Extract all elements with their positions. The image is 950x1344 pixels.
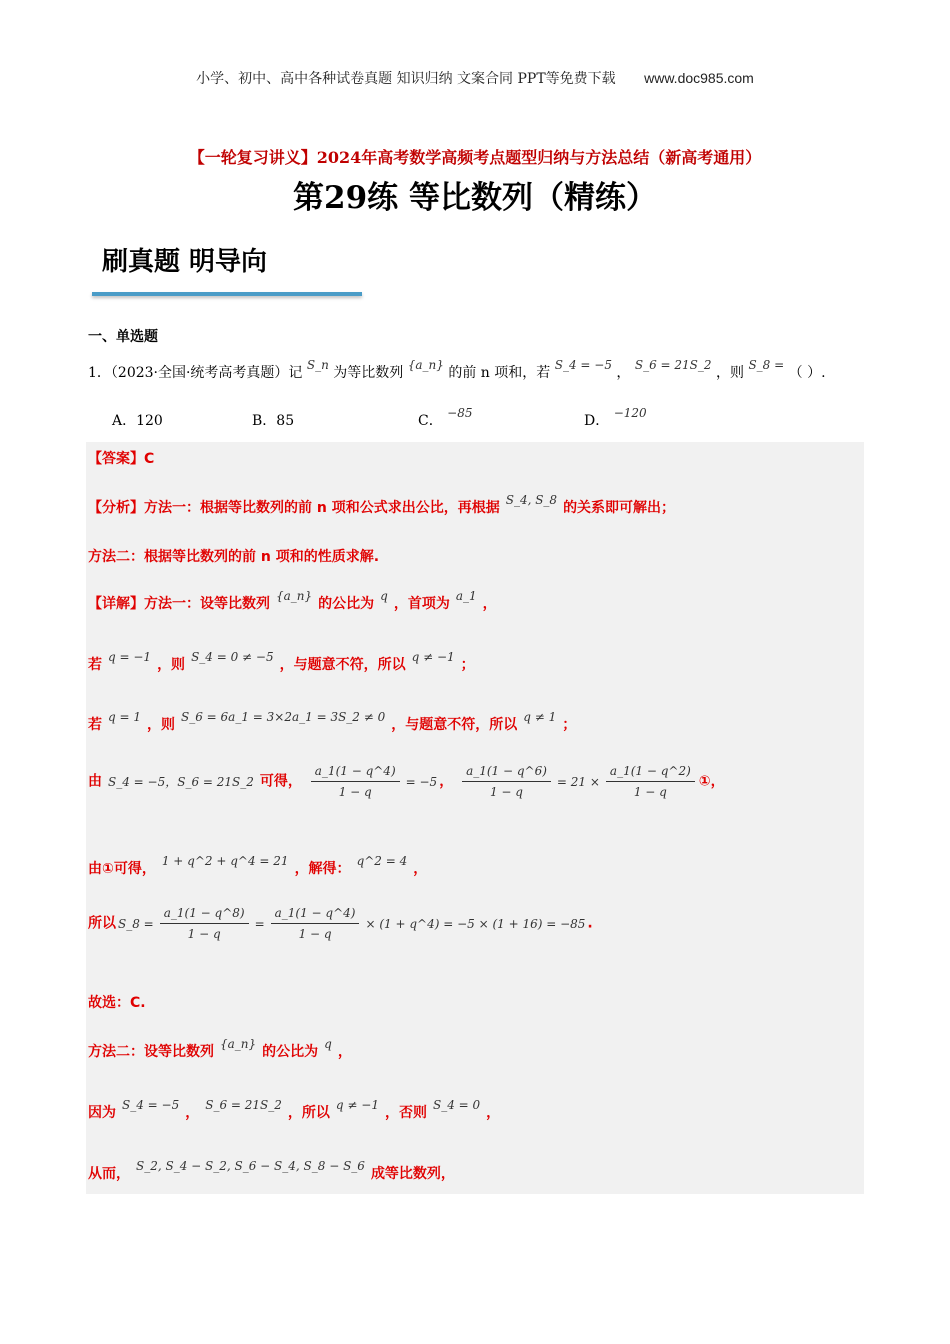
detail-line bbox=[88, 589, 497, 613]
sol-math: S_4 = −5 bbox=[122, 1098, 180, 1112]
option-label: B．85 bbox=[252, 413, 295, 429]
option-math: −85 bbox=[447, 406, 473, 420]
sol-text: ，所以 bbox=[287, 1105, 330, 1121]
sol-text: 因为 bbox=[88, 1105, 116, 1121]
frac-den: 1 − q bbox=[338, 785, 372, 799]
frac-num: a_1(1 − q^8) bbox=[160, 906, 249, 924]
because-line bbox=[88, 1098, 501, 1122]
option-label: C． bbox=[418, 413, 443, 429]
sol-text: 由①可得， bbox=[88, 861, 156, 877]
question-1 bbox=[88, 358, 826, 382]
sol-math: = −5 bbox=[405, 774, 438, 789]
sol-math: 1 + q^2 + q^4 = 21 bbox=[161, 854, 289, 868]
frac-den: 1 − q bbox=[489, 785, 523, 799]
answer-line: 【答案】C bbox=[88, 451, 155, 467]
sol-text: ， bbox=[482, 596, 497, 612]
option-label: D． bbox=[584, 413, 610, 429]
sol-text: ，首项为 bbox=[393, 596, 450, 612]
sol-math: S_4 = −5，S_6 = 21S_2 bbox=[108, 774, 254, 789]
sol-text: 由 bbox=[88, 773, 102, 790]
sol-text: 可得， bbox=[259, 773, 302, 790]
question-text: 1．（2023·全国·统考高考真题）记 bbox=[88, 365, 303, 381]
analysis-line-2: 方法二：根据等比数列的前 n 项和的性质求解. bbox=[88, 549, 380, 565]
question-text: （ ）. bbox=[788, 365, 826, 381]
question-text: ，则 bbox=[716, 365, 744, 381]
math-sn: S_n bbox=[306, 358, 329, 372]
frac-num: a_1(1 − q^6) bbox=[462, 764, 551, 782]
frac-den: 1 − q bbox=[633, 785, 667, 799]
option-b[interactable] bbox=[252, 410, 294, 430]
sol-math: = bbox=[254, 916, 265, 931]
math-condition-2: S_6 = 21S_2 bbox=[634, 358, 712, 372]
header-text: 小学、初中、高中各种试卷真题 知识归纳 文案合同 PPT等免费下载 bbox=[196, 71, 616, 87]
sol-text: . bbox=[587, 915, 593, 932]
math-condition-1: S_4 = −5 bbox=[554, 358, 612, 372]
sol-math: q bbox=[380, 589, 388, 603]
sol-math: q = 1 bbox=[108, 710, 141, 724]
from-1-line bbox=[88, 854, 428, 878]
question-text: 的前 n 项和，若 bbox=[448, 365, 551, 381]
page-header bbox=[0, 68, 950, 88]
thus-line bbox=[88, 1159, 455, 1183]
sol-text: ，解得： bbox=[294, 861, 351, 877]
equation-line bbox=[88, 764, 725, 799]
sol-text: ， bbox=[486, 1105, 501, 1121]
frac-den: 1 − q bbox=[187, 927, 221, 941]
case-2-line bbox=[88, 710, 577, 734]
question-text: ， bbox=[616, 365, 631, 381]
sol-math: q ≠ −1 bbox=[411, 650, 455, 664]
sol-text: 若 bbox=[88, 717, 102, 733]
s8-line bbox=[88, 906, 593, 941]
sol-math: S_4 = 0 bbox=[432, 1098, 481, 1112]
sol-text: 成等比数列， bbox=[370, 1166, 455, 1182]
option-math: −120 bbox=[613, 406, 647, 420]
frac-den: 1 − q bbox=[298, 927, 332, 941]
frac-num: a_1(1 − q^2) bbox=[606, 764, 695, 782]
option-d[interactable] bbox=[584, 406, 647, 430]
option-label: A．120 bbox=[112, 413, 163, 429]
sol-text: 【详解】方法一：设等比数列 bbox=[88, 596, 270, 612]
sol-text: ①， bbox=[698, 773, 725, 790]
section-heading: 刷真题 明导向 bbox=[102, 247, 268, 277]
sol-text: 【分析】方法一：根据等比数列的前 n 项和公式求出公比，再根据 bbox=[88, 500, 500, 516]
sol-text: ，否则 bbox=[384, 1105, 427, 1121]
sol-math: q ≠ 1 bbox=[523, 710, 557, 724]
sol-math: q ≠ −1 bbox=[335, 1098, 379, 1112]
sol-text: 的公比为 bbox=[262, 1044, 319, 1060]
section-underline bbox=[92, 292, 362, 296]
sol-text: ； bbox=[460, 657, 475, 673]
fraction bbox=[606, 764, 695, 799]
sol-text: ， bbox=[185, 1105, 200, 1121]
sol-math: q bbox=[324, 1037, 332, 1051]
sol-math: {a_n} bbox=[220, 1037, 257, 1051]
choose-line: 故选：C. bbox=[88, 995, 146, 1011]
sol-text: ，与题意不符，所以 bbox=[391, 717, 518, 733]
fraction bbox=[462, 764, 551, 799]
analysis-line bbox=[88, 493, 676, 517]
sol-math: q^2 = 4 bbox=[356, 854, 408, 868]
sol-text: ，与题意不符，所以 bbox=[279, 657, 406, 673]
sol-math: S_6 = 21S_2 bbox=[205, 1098, 282, 1112]
sol-text: ，则 bbox=[157, 657, 186, 673]
sol-text: 的公比为 bbox=[318, 596, 375, 612]
fraction bbox=[160, 906, 249, 941]
sol-text: 若 bbox=[88, 657, 102, 673]
math-s8: S_8 = bbox=[748, 358, 785, 372]
header-site-link[interactable]: www.doc985.com bbox=[644, 70, 754, 86]
sol-text: 的关系即可解出； bbox=[563, 500, 676, 516]
sol-math: S_4 = 0 ≠ −5 bbox=[191, 650, 274, 664]
sol-math: S_8 = bbox=[118, 916, 154, 931]
sol-math: {a_n} bbox=[276, 589, 313, 603]
sol-math: S_2, S_4 − S_2, S_6 − S_4, S_8 − S_6 bbox=[136, 1159, 365, 1173]
option-a[interactable] bbox=[112, 410, 163, 430]
math-an: {a_n} bbox=[407, 358, 444, 372]
question-text: 为等比数列 bbox=[333, 365, 404, 381]
option-c[interactable] bbox=[418, 406, 473, 430]
sol-text: ； bbox=[562, 717, 577, 733]
document-title: 第29练 等比数列（精练） bbox=[293, 180, 657, 216]
sol-math: q = −1 bbox=[108, 650, 152, 664]
sol-math: S_6 = 6a_1 = 3×2a_1 = 3S_2 ≠ 0 bbox=[181, 710, 386, 724]
question-type-heading: 一、单选题 bbox=[88, 329, 158, 345]
sol-math: S_4, S_8 bbox=[505, 493, 558, 507]
sol-text: ， bbox=[413, 861, 428, 877]
sol-text: 从而， bbox=[88, 1166, 130, 1182]
frac-num: a_1(1 − q^4) bbox=[311, 764, 400, 782]
sol-math: a_1 bbox=[455, 589, 477, 603]
sol-text: ， bbox=[337, 1044, 352, 1060]
frac-num: a_1(1 − q^4) bbox=[271, 906, 360, 924]
method-2-line bbox=[88, 1037, 352, 1061]
case-1-line bbox=[88, 650, 475, 674]
sol-text: ，则 bbox=[147, 717, 175, 733]
document-subtitle: 【一轮复习讲义】2024年高考数学高频考点题型归纳与方法总结（新高考通用） bbox=[188, 148, 762, 167]
fraction bbox=[311, 764, 400, 799]
fraction bbox=[271, 906, 360, 941]
sol-math: = 21 × bbox=[556, 774, 600, 789]
sol-text: 方法二：设等比数列 bbox=[88, 1044, 214, 1060]
sol-math: × (1 + q^4) = −5 × (1 + 16) = −85 bbox=[365, 916, 586, 931]
sol-text: 所以 bbox=[88, 915, 116, 932]
sol-text: ， bbox=[439, 773, 454, 790]
